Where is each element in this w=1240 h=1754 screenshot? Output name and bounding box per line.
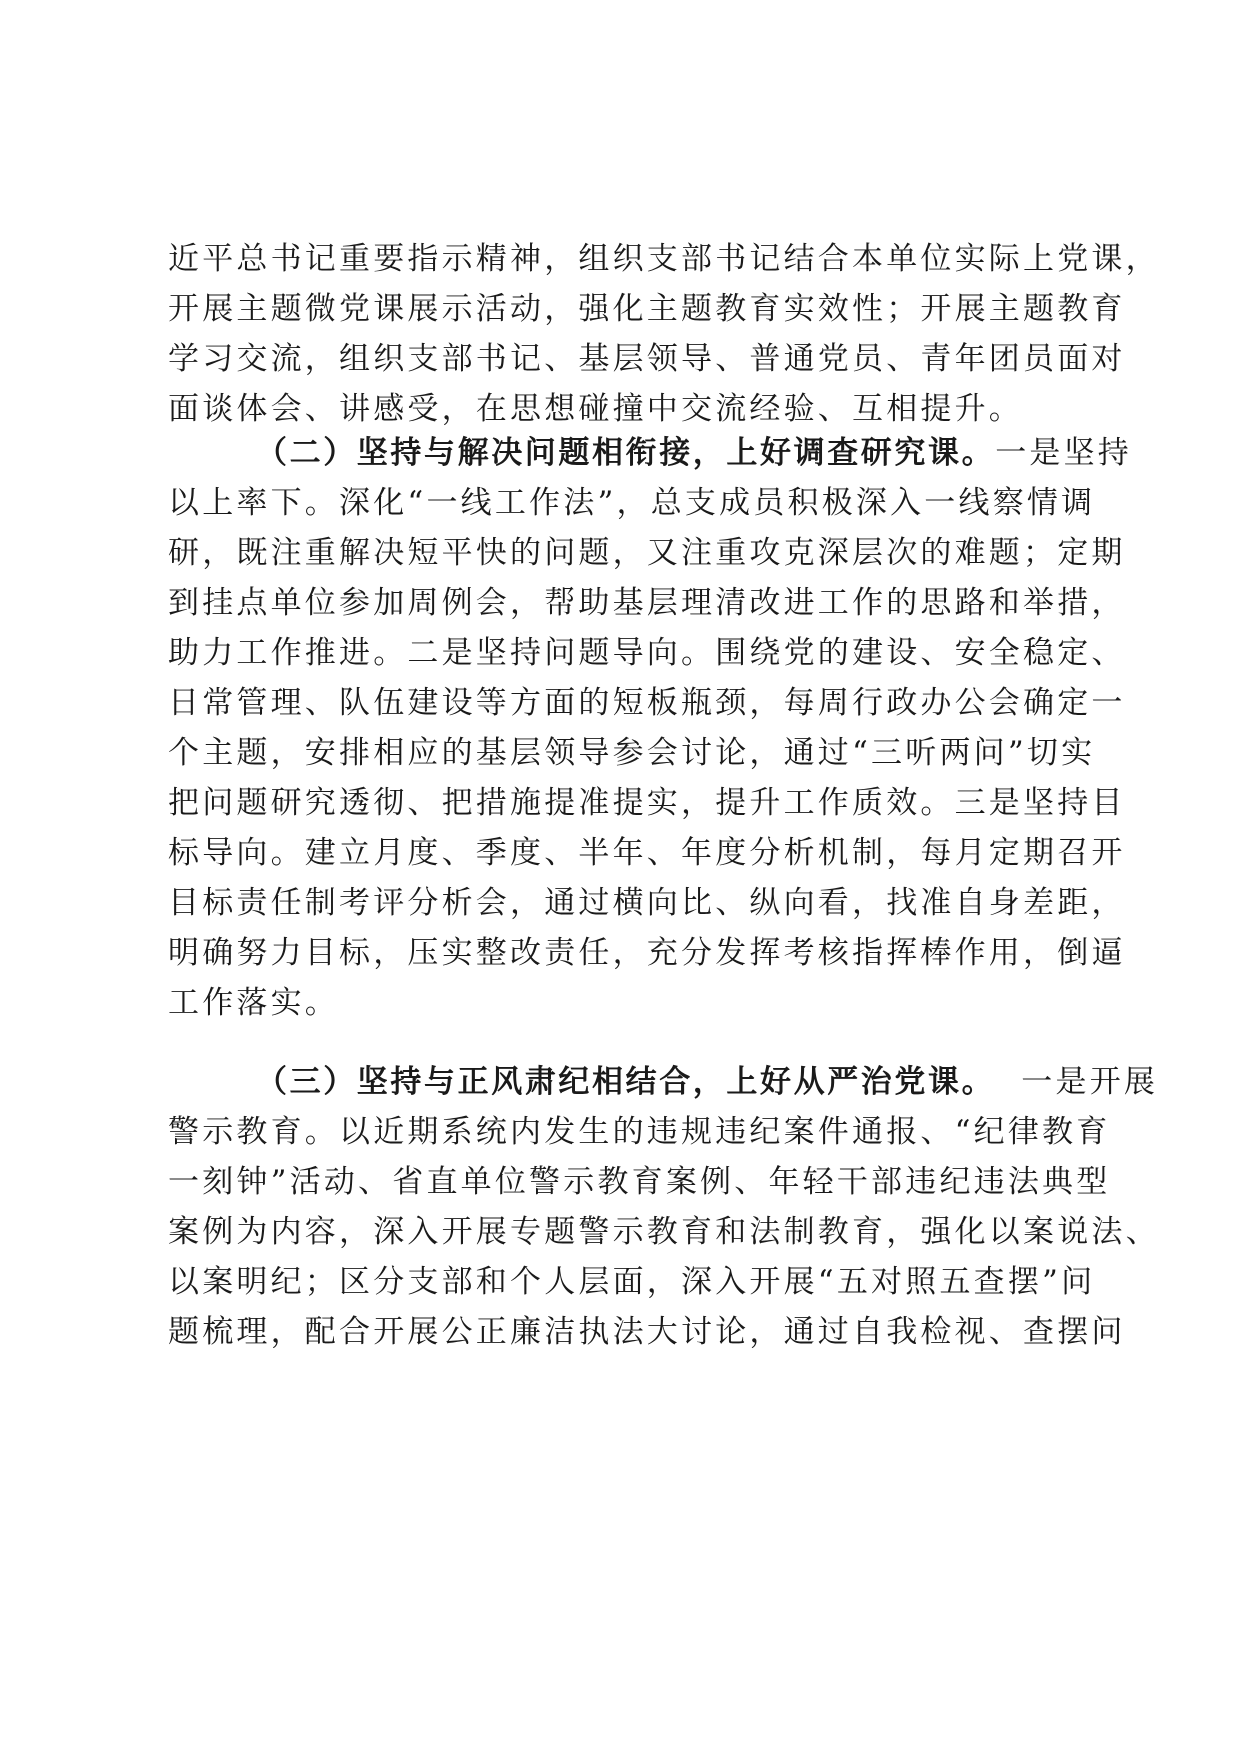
- text-line: 学习交流，组织支部书记、基层领导、普通党员、青年团员面对: [168, 341, 1126, 377]
- text-line: 到挂点单位参加周例会，帮助基层理清改进工作的思路和举措，: [168, 585, 1126, 621]
- text-line: 以上率下。深化“一线工作法”，总支成员积极深入一线察情调: [168, 485, 1096, 521]
- paragraph-section-2: [168, 428, 1133, 1028]
- text-line: 一刻钟”活动、省直单位警示教育案例、年轻干部违纪违法典型: [168, 1164, 1111, 1200]
- paragraph-first-line: [168, 428, 1133, 478]
- text-line: 题梳理，配合开展公正廉洁执法大讨论，通过自我检视、查摆问: [168, 1314, 1126, 1350]
- text-line: 近平总书记重要指示精神，组织支部书记结合本单位实际上党课，: [168, 241, 1160, 277]
- text-line: 以案明纪；区分支部和个人层面，深入开展“五对照五查摆”问: [168, 1264, 1096, 1300]
- section-heading: （三）坚持与正风肃纪相结合，上好从严治党课。: [256, 1064, 996, 1100]
- text-run: 一是坚持: [995, 435, 1133, 471]
- text-line: 日常管理、队伍建设等方面的短板瓶颈，每周行政办公会确定一: [168, 685, 1126, 721]
- text-line: 警示教育。以近期系统内发生的违规违纪案件通报、“纪律教育: [168, 1114, 1111, 1150]
- paragraph-section-3: [168, 1057, 1160, 1357]
- text-line: 目标责任制考评分析会，通过横向比、纵向看，找准自身差距，: [168, 885, 1126, 921]
- paragraph-first-line: [168, 1057, 1159, 1107]
- text-line: 研，既注重解决短平快的问题，又注重攻克深层次的难题；定期: [168, 535, 1126, 571]
- text-line: 案例为内容，深入开展专题警示教育和法制教育，强化以案说法、: [168, 1214, 1160, 1250]
- text-line: 明确努力目标，压实整改责任，充分发挥考核指挥棒作用，倒逼: [168, 935, 1126, 971]
- text-line: 把问题研究透彻、把措施提准提实，提升工作质效。三是坚持目: [168, 785, 1126, 821]
- text-line: 工作落实。: [168, 985, 339, 1021]
- text-line: 开展主题微党课展示活动，强化主题教育实效性；开展主题教育: [168, 291, 1126, 327]
- paragraph-continuation: [168, 234, 1160, 434]
- section-heading: （二）坚持与解决问题相衔接，上好调查研究课。: [256, 435, 996, 471]
- text-run: 一是开展: [995, 1064, 1159, 1100]
- text-line: 助力工作推进。二是坚持问题导向。围绕党的建设、安全稳定、: [168, 635, 1126, 671]
- text-line: 标导向。建立月度、季度、半年、年度分析机制，每月定期召开: [168, 835, 1126, 871]
- text-line: 个主题，安排相应的基层领导参会讨论，通过“三听两问”切实: [168, 735, 1096, 771]
- text-line: 面谈体会、讲感受，在思想碰撞中交流经验、互相提升。: [168, 391, 1023, 427]
